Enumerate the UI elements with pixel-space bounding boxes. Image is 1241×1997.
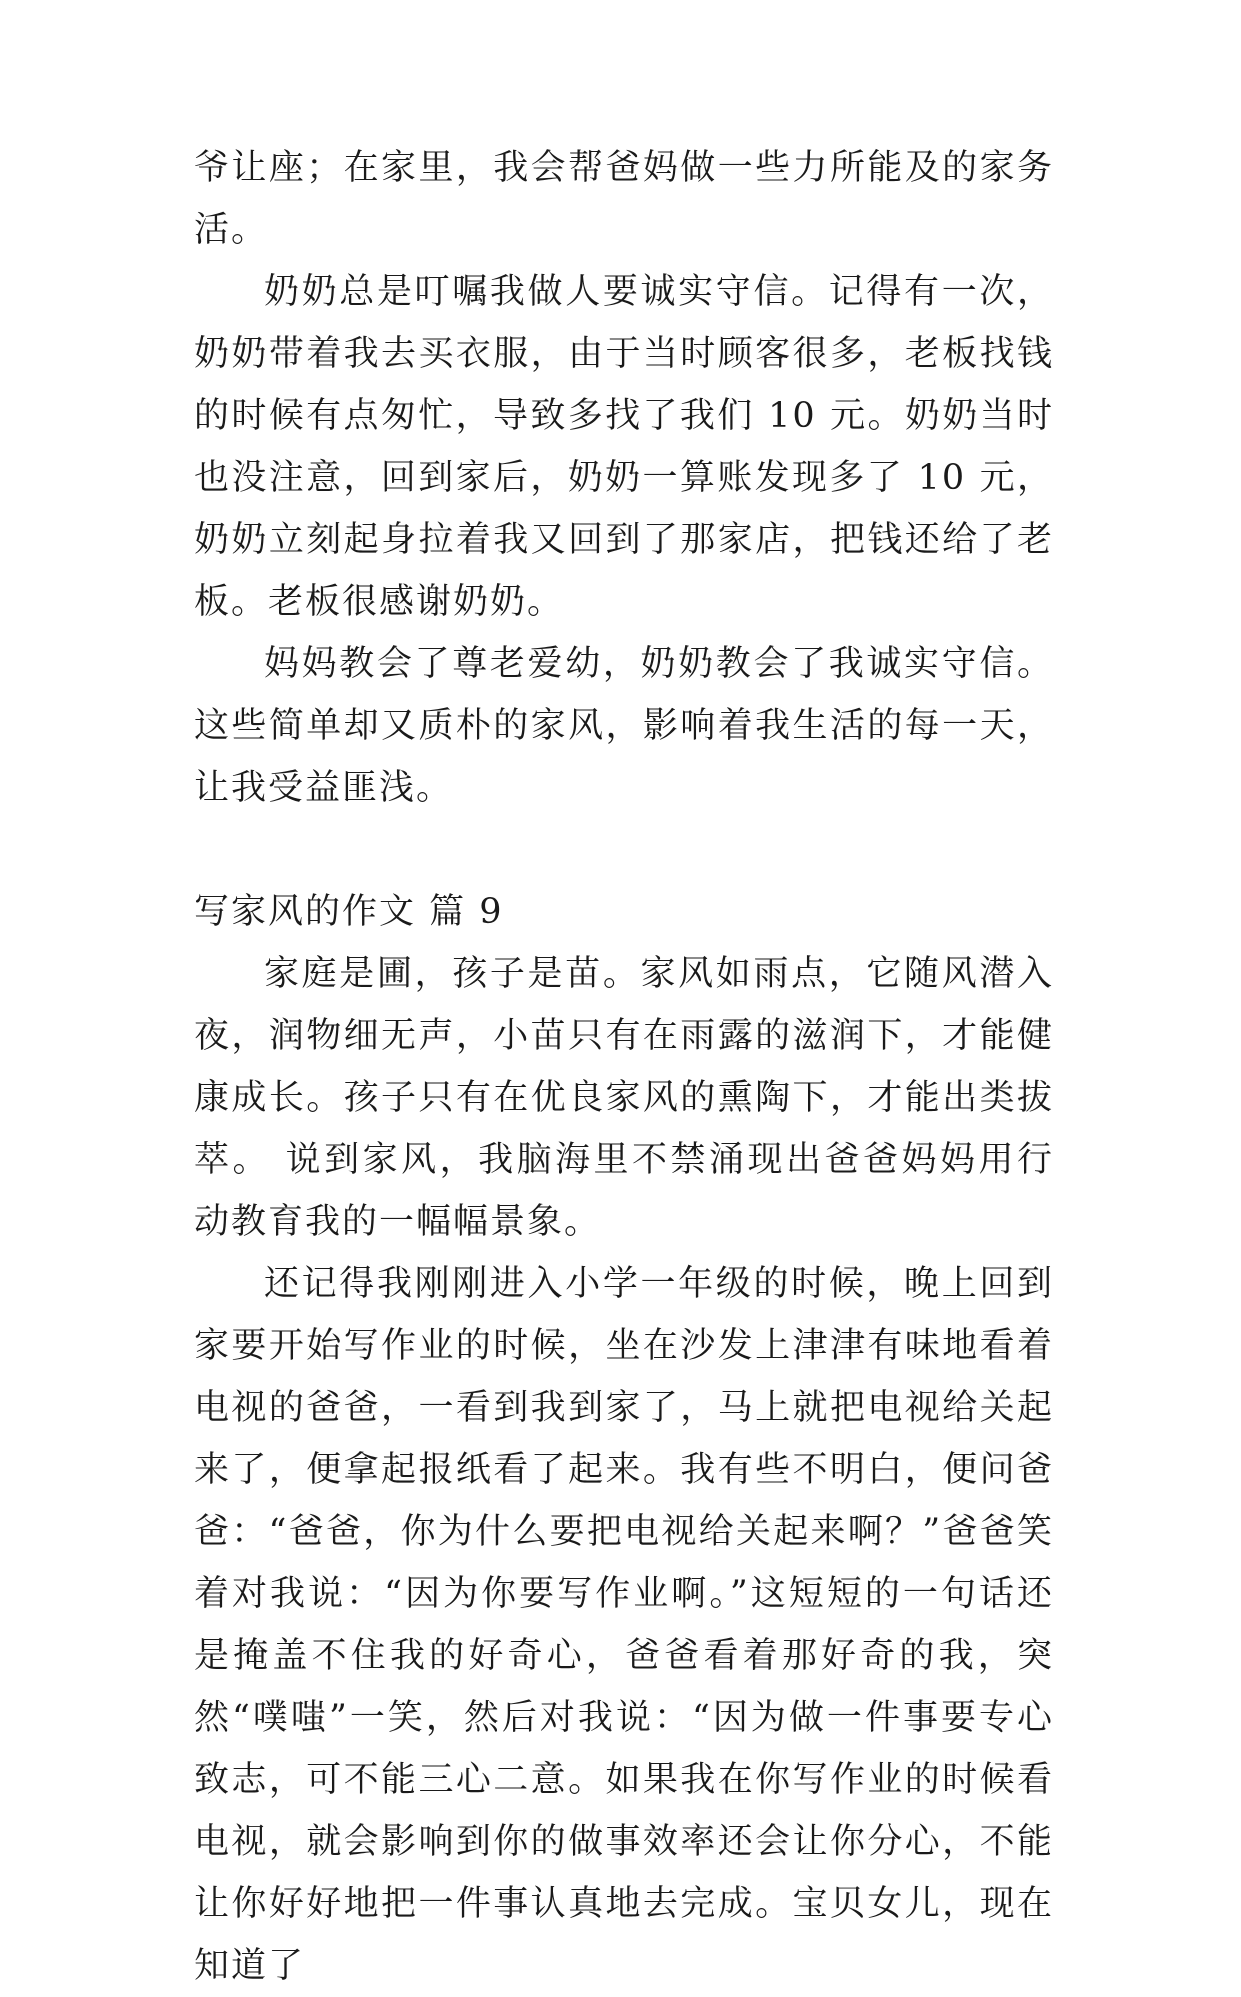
paragraph-father-story: 还记得我刚刚进入小学一年级的时候，晚上回到家要开始写作业的时候，坐在沙发上津津有味地看着电视的爸爸，一看到我到家了，马上就把电视给关起来了，便拿起报纸看了起来。我有些不明白，便问爸爸：“爸爸，你为什么要把电视给关起来啊？”爸爸笑着对我说：“因为你要写作业啊。”这短短的一句话还是掩盖不住我的好奇心，爸爸看着那好奇的我，突然“噗嗤”一笑，然后对我说：“因为做一件事要专心致志，可不能三心二意。如果我在你写作业的时候看电视，就会影响到你的做事效率还会让你分心，不能让你好好地把一件事认真地去完成。宝贝女儿，现在知道了 — [194, 1264, 1054, 1986]
paragraph-grandma-honesty: 奶奶总是叮嘱我做人要诚实守信。记得有一次，奶奶带着我去买衣服，由于当时顾客很多，老板找钱的时候有点匆忙，导致多找了我们 10 元。奶奶当时也没注意，回到家后，奶奶一算账发现多了 10 元，奶奶立刻起身拉着我又回到了那家店，把钱还给了老板。老板很感谢奶奶。 — [194, 272, 1054, 622]
paragraph-family-intro: 家庭是圃，孩子是苗。家风如雨点，它随风潜入夜，润物细无声，小苗只有在雨露的滋润下，才能健康成长。孩子只有在优良家风的熏陶下，才能出类拔萃。 说到家风，我脑海里不禁涌现出爸爸妈妈用行动教育我的一幅幅景象。 — [194, 954, 1054, 1242]
paragraph-continuation: 爷让座；在家里，我会帮爸妈做一些力所能及的家务活。 — [194, 148, 1054, 250]
document-body — [194, 137, 1054, 1997]
section-title: 写家风的作文 篇 9 — [194, 892, 504, 932]
paragraph-conclusion: 妈妈教会了尊老爱幼，奶奶教会了我诚实守信。这些简单却又质朴的家风，影响着我生活的每一天，让我受益匪浅。 — [194, 644, 1054, 808]
